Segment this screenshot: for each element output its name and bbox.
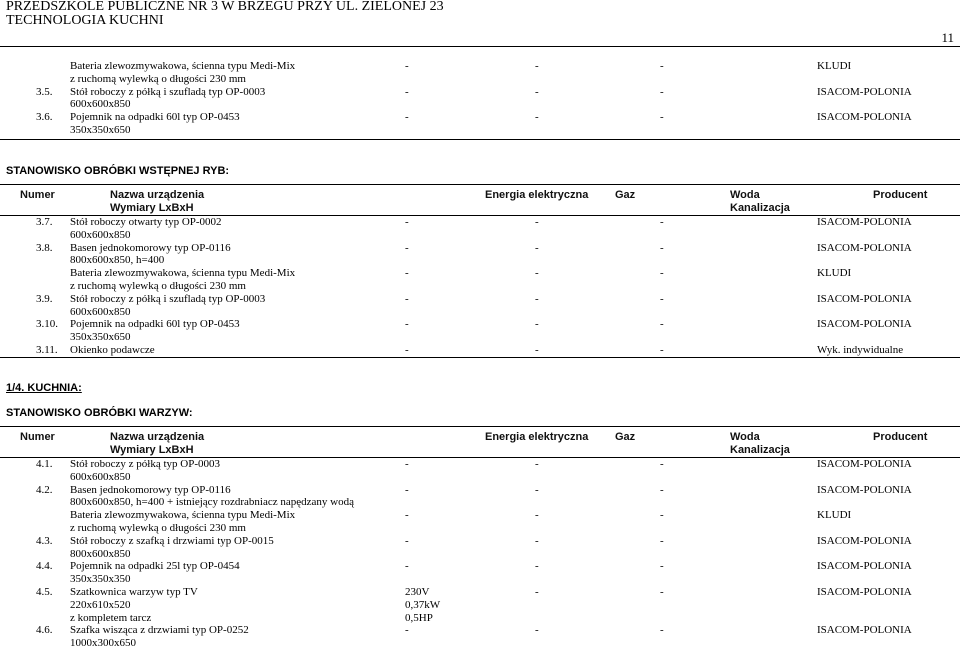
table-body — [0, 60, 960, 137]
section-title-warzyw: STANOWISKO OBRÓBKI WARZYW: — [6, 407, 193, 419]
table-row — [0, 111, 960, 137]
cell-energy-text: - — [405, 458, 409, 470]
cell-water — [660, 586, 795, 624]
cell-gas-text: - — [535, 624, 539, 637]
cell-name-text: Stół roboczy z półką i szufladą typ OP-0003 — [70, 85, 266, 98]
cell-energy-text: 0,37kW — [405, 598, 441, 611]
cell-name-text: 1000x300x650 — [70, 637, 136, 650]
cell-number-text: 4.2. — [36, 483, 53, 496]
cell-water — [660, 560, 795, 586]
chapter-title: 1/4. KUCHNIA: — [6, 382, 82, 394]
cell-producer-text: KLUDI — [817, 509, 852, 522]
cell-water — [660, 86, 795, 112]
cell-producer-text: ISACOM-POLONIA — [817, 483, 912, 496]
cell-energy-text: - — [405, 241, 409, 254]
cell-gas — [535, 560, 660, 586]
cell-water-text: - — [660, 509, 664, 522]
cell-producer — [795, 560, 960, 586]
cell-name-text: 350x350x650 — [70, 123, 131, 136]
table-row — [0, 293, 960, 319]
cell-gas — [535, 624, 660, 650]
cell-energy — [405, 242, 535, 268]
col-header-nazwa: Nazwa urządzenia Wymiary LxBxH — [70, 431, 405, 458]
cell-number — [0, 111, 70, 137]
cell-number-text: 3.11. — [36, 343, 58, 356]
cell-energy-text: - — [405, 624, 409, 637]
cell-producer — [795, 458, 960, 484]
cell-water — [660, 216, 795, 242]
table-row — [0, 86, 960, 112]
cell-energy-text: - — [405, 85, 409, 98]
cell-name — [70, 242, 405, 268]
cell-water-text: - — [660, 318, 664, 331]
cell-water-text: - — [660, 624, 664, 637]
cell-gas-text: - — [535, 292, 539, 305]
cell-water-text: - — [660, 111, 664, 124]
col-header-nazwa: Nazwa urządzenia Wymiary LxBxH — [70, 189, 405, 216]
col-header-energia: Energia elektryczna — [405, 189, 535, 216]
cell-number — [0, 344, 70, 357]
cell-number-text: 4.5. — [36, 585, 53, 598]
cell-gas — [535, 242, 660, 268]
cell-name — [70, 458, 405, 484]
col-header-woda: Woda Kanalizacja — [660, 189, 795, 216]
header-school-name: PRZEDSZKOLE PUBLICZNE NR 3 W BRZEGU PRZY UL. ZIELONEJ 23 — [6, 0, 444, 14]
cell-name — [70, 86, 405, 112]
cell-energy — [405, 344, 535, 357]
table-row — [0, 586, 960, 624]
cell-gas — [535, 586, 660, 624]
cell-energy-text: 0,5HP — [405, 611, 433, 624]
table-header-row — [0, 189, 960, 216]
cell-producer — [795, 484, 960, 510]
cell-name-text: Szafka wisząca z drzwiami typ OP-0252 — [70, 624, 249, 637]
table-row — [0, 484, 960, 510]
cell-number — [0, 293, 70, 319]
cell-gas-text: - — [535, 241, 539, 254]
cell-number — [0, 624, 70, 650]
col-header-woda: Woda Kanalizacja — [660, 431, 795, 458]
table-row — [0, 624, 960, 650]
cell-number-text: 3.6. — [36, 111, 53, 124]
cell-name-text: Pojemnik na odpadki 25l typ OP-0454 — [70, 560, 240, 573]
cell-number-text: 4.6. — [36, 624, 53, 637]
cell-number-text: 3.10. — [36, 318, 58, 331]
table-row — [0, 216, 960, 242]
cell-gas-text: - — [535, 60, 539, 72]
cell-name — [70, 509, 405, 535]
equipment-table-ryb — [0, 189, 960, 358]
page-number: 11 — [941, 30, 954, 45]
cell-producer — [795, 318, 960, 344]
cell-energy — [405, 216, 535, 242]
cell-gas-text: - — [535, 267, 539, 280]
cell-gas — [535, 318, 660, 344]
col-header-producent: Producent — [795, 431, 960, 458]
cell-water-text: - — [660, 585, 664, 598]
col-header-producent: Producent — [795, 189, 960, 216]
cell-gas — [535, 458, 660, 484]
cell-gas-text: - — [535, 216, 539, 228]
cell-name-text: z kompletem tarcz — [70, 611, 152, 624]
cell-producer — [795, 216, 960, 242]
cell-water-text: - — [660, 534, 664, 547]
cell-water — [660, 60, 795, 86]
table-row — [0, 318, 960, 344]
cell-producer — [795, 267, 960, 293]
equipment-table-continued — [0, 60, 960, 137]
table-row — [0, 344, 960, 357]
cell-name-text: 220x610x520 — [70, 598, 131, 611]
cell-water-text: - — [660, 458, 664, 470]
cell-name-text: Stół roboczy z półką i szufladą typ OP-0003 — [70, 292, 266, 305]
cell-gas-text: - — [535, 111, 539, 124]
section-title-ryb: STANOWISKO OBRÓBKI WSTĘPNEJ RYB: — [6, 165, 230, 177]
cell-energy — [405, 267, 535, 293]
cell-gas-text: - — [535, 343, 539, 356]
cell-gas — [535, 267, 660, 293]
cell-name-text: Bateria zlewozmywakowa, ścienna typu Medi-Mix — [70, 267, 296, 280]
cell-energy-text: - — [405, 267, 409, 280]
cell-name-text: 600x600x850 — [70, 305, 131, 318]
table-row — [0, 242, 960, 268]
cell-number — [0, 509, 70, 535]
table-top-rule — [0, 426, 960, 427]
cell-name-text: 350x350x350 — [70, 573, 131, 586]
cell-energy — [405, 586, 535, 624]
table-row — [0, 60, 960, 86]
table-row — [0, 267, 960, 293]
cell-gas — [535, 484, 660, 510]
cell-water — [660, 111, 795, 137]
cell-number — [0, 458, 70, 484]
cell-number — [0, 242, 70, 268]
cell-name — [70, 60, 405, 86]
table-bottom-rule — [0, 139, 960, 140]
cell-energy-text: - — [405, 318, 409, 331]
cell-water — [660, 535, 795, 561]
cell-number — [0, 318, 70, 344]
cell-water-text: - — [660, 483, 664, 496]
cell-gas — [535, 111, 660, 137]
cell-name-text: 350x350x650 — [70, 331, 131, 344]
cell-name-text: Stół roboczy z półką typ OP-0003 — [70, 458, 221, 470]
cell-producer-text: ISACOM-POLONIA — [817, 585, 912, 598]
cell-energy — [405, 484, 535, 510]
cell-water-text: - — [660, 292, 664, 305]
cell-gas-text: - — [535, 458, 539, 470]
cell-name — [70, 560, 405, 586]
cell-name — [70, 586, 405, 624]
cell-gas — [535, 216, 660, 242]
cell-gas-text: - — [535, 318, 539, 331]
cell-number-text: 4.4. — [36, 560, 53, 573]
col-header-numer: Numer — [0, 431, 70, 458]
cell-producer-text: KLUDI — [817, 267, 852, 280]
cell-name-text: z ruchomą wylewką o długości 230 mm — [70, 521, 246, 534]
cell-gas-text: - — [535, 509, 539, 522]
col-header-gaz: Gaz — [535, 431, 660, 458]
cell-name-text: Basen jednokomorowy typ OP-0116 — [70, 483, 231, 496]
cell-producer — [795, 86, 960, 112]
table-body — [0, 216, 960, 358]
cell-number-text: 3.5. — [36, 85, 53, 98]
header-rule — [0, 46, 960, 47]
cell-number — [0, 267, 70, 293]
table-row — [0, 535, 960, 561]
table-row — [0, 509, 960, 535]
col-header-numer: Numer — [0, 189, 70, 216]
cell-energy — [405, 111, 535, 137]
cell-name — [70, 293, 405, 319]
cell-energy — [405, 560, 535, 586]
cell-name — [70, 484, 405, 510]
cell-producer-text: ISACOM-POLONIA — [817, 85, 912, 98]
cell-energy-text: - — [405, 343, 409, 356]
cell-name-text: Bateria zlewozmywakowa, ścienna typu Medi-Mix — [70, 509, 296, 522]
cell-name-text: Stół roboczy otwarty typ OP-0002 — [70, 216, 222, 228]
cell-name-text: Okienko podawcze — [70, 343, 155, 356]
cell-energy — [405, 60, 535, 86]
cell-energy-text: 230V — [405, 585, 430, 598]
cell-name-text: z ruchomą wylewką o długości 230 mm — [70, 279, 246, 292]
cell-water-text: - — [660, 241, 664, 254]
cell-producer-text: ISACOM-POLONIA — [817, 216, 912, 228]
cell-water — [660, 344, 795, 357]
table-header-row — [0, 431, 960, 458]
cell-energy — [405, 458, 535, 484]
cell-number-text: 3.8. — [36, 241, 53, 254]
cell-producer — [795, 242, 960, 268]
cell-name-text: Pojemnik na odpadki 60l typ OP-0453 — [70, 318, 240, 331]
cell-name-text: z ruchomą wylewką o długości 230 mm — [70, 72, 246, 85]
cell-producer-text: ISACOM-POLONIA — [817, 111, 912, 124]
cell-name — [70, 344, 405, 357]
cell-producer — [795, 624, 960, 650]
cell-water-text: - — [660, 85, 664, 98]
cell-producer — [795, 535, 960, 561]
cell-producer — [795, 60, 960, 86]
cell-gas — [535, 344, 660, 357]
cell-producer-text: ISACOM-POLONIA — [817, 624, 912, 637]
cell-water — [660, 293, 795, 319]
cell-energy — [405, 624, 535, 650]
cell-water-text: - — [660, 216, 664, 228]
table-row — [0, 560, 960, 586]
cell-energy-text: - — [405, 216, 409, 228]
cell-energy-text: - — [405, 560, 409, 573]
cell-water-text: - — [660, 267, 664, 280]
cell-producer-text: KLUDI — [817, 60, 852, 72]
cell-producer-text: ISACOM-POLONIA — [817, 241, 912, 254]
cell-producer — [795, 293, 960, 319]
cell-gas — [535, 509, 660, 535]
cell-producer — [795, 509, 960, 535]
cell-water — [660, 509, 795, 535]
cell-energy-text: - — [405, 292, 409, 305]
cell-name — [70, 624, 405, 650]
cell-name-text: 800x600x850, h=400 — [70, 254, 165, 267]
cell-energy — [405, 318, 535, 344]
cell-producer-text: ISACOM-POLONIA — [817, 292, 912, 305]
cell-producer — [795, 344, 960, 357]
cell-number — [0, 86, 70, 112]
cell-gas-text: - — [535, 534, 539, 547]
header-doc-title: TECHNOLOGIA KUCHNI — [6, 13, 164, 28]
cell-name — [70, 216, 405, 242]
cell-number — [0, 216, 70, 242]
cell-water-text: - — [660, 60, 664, 72]
cell-water — [660, 624, 795, 650]
cell-producer-text: ISACOM-POLONIA — [817, 458, 912, 470]
cell-water — [660, 458, 795, 484]
equipment-table-warzyw — [0, 431, 960, 650]
cell-energy-text: - — [405, 60, 409, 72]
cell-water-text: - — [660, 560, 664, 573]
cell-producer-text: ISACOM-POLONIA — [817, 560, 912, 573]
cell-producer-text: ISACOM-POLONIA — [817, 534, 912, 547]
cell-producer-text: ISACOM-POLONIA — [817, 318, 912, 331]
cell-number-text: 4.3. — [36, 534, 53, 547]
cell-name — [70, 318, 405, 344]
cell-name-text: 600x600x850 — [70, 98, 131, 111]
cell-energy — [405, 86, 535, 112]
cell-energy-text: - — [405, 483, 409, 496]
cell-gas — [535, 293, 660, 319]
cell-name-text: Basen jednokomorowy typ OP-0116 — [70, 241, 231, 254]
cell-gas-text: - — [535, 560, 539, 573]
cell-gas-text: - — [535, 585, 539, 598]
cell-number — [0, 535, 70, 561]
cell-water — [660, 267, 795, 293]
cell-energy-text: - — [405, 111, 409, 124]
cell-water-text: - — [660, 343, 664, 356]
table-row — [0, 458, 960, 484]
col-header-gaz: Gaz — [535, 189, 660, 216]
cell-name — [70, 535, 405, 561]
cell-energy-text: - — [405, 509, 409, 522]
cell-gas — [535, 535, 660, 561]
cell-energy — [405, 293, 535, 319]
cell-gas-text: - — [535, 85, 539, 98]
cell-energy — [405, 509, 535, 535]
table-top-rule — [0, 184, 960, 185]
table-body — [0, 458, 960, 650]
cell-energy-text: - — [405, 534, 409, 547]
cell-name-text: Szatkownica warzyw typ TV — [70, 585, 198, 598]
cell-gas-text: - — [535, 483, 539, 496]
cell-name-text: Bateria zlewozmywakowa, ścienna typu Medi-Mix — [70, 60, 296, 72]
col-header-energia: Energia elektryczna — [405, 431, 535, 458]
cell-name-text: 800x600x850, h=400 + istniejący rozdrabniacz napędzany wodą — [70, 496, 354, 509]
cell-number — [0, 560, 70, 586]
cell-gas — [535, 86, 660, 112]
cell-water — [660, 484, 795, 510]
cell-number — [0, 60, 70, 86]
cell-water — [660, 242, 795, 268]
cell-number-text: 3.7. — [36, 216, 53, 228]
cell-name-text: Stół roboczy z szafką i drzwiami typ OP-0015 — [70, 534, 274, 547]
cell-energy — [405, 535, 535, 561]
cell-gas — [535, 60, 660, 86]
cell-number-text: 3.9. — [36, 292, 53, 305]
cell-name — [70, 111, 405, 137]
cell-name-text: Pojemnik na odpadki 60l typ OP-0453 — [70, 111, 240, 124]
cell-producer-text: Wyk. indywidualne — [817, 343, 904, 356]
cell-number — [0, 586, 70, 624]
cell-water — [660, 318, 795, 344]
cell-number-text: 4.1. — [36, 458, 53, 470]
cell-name — [70, 267, 405, 293]
cell-name-text: 600x600x850 — [70, 228, 131, 241]
cell-name-text: 800x600x850 — [70, 547, 131, 560]
cell-producer — [795, 586, 960, 624]
cell-number — [0, 484, 70, 510]
page-header — [6, 0, 444, 28]
cell-name-text: 600x600x850 — [70, 470, 131, 483]
cell-producer — [795, 111, 960, 137]
